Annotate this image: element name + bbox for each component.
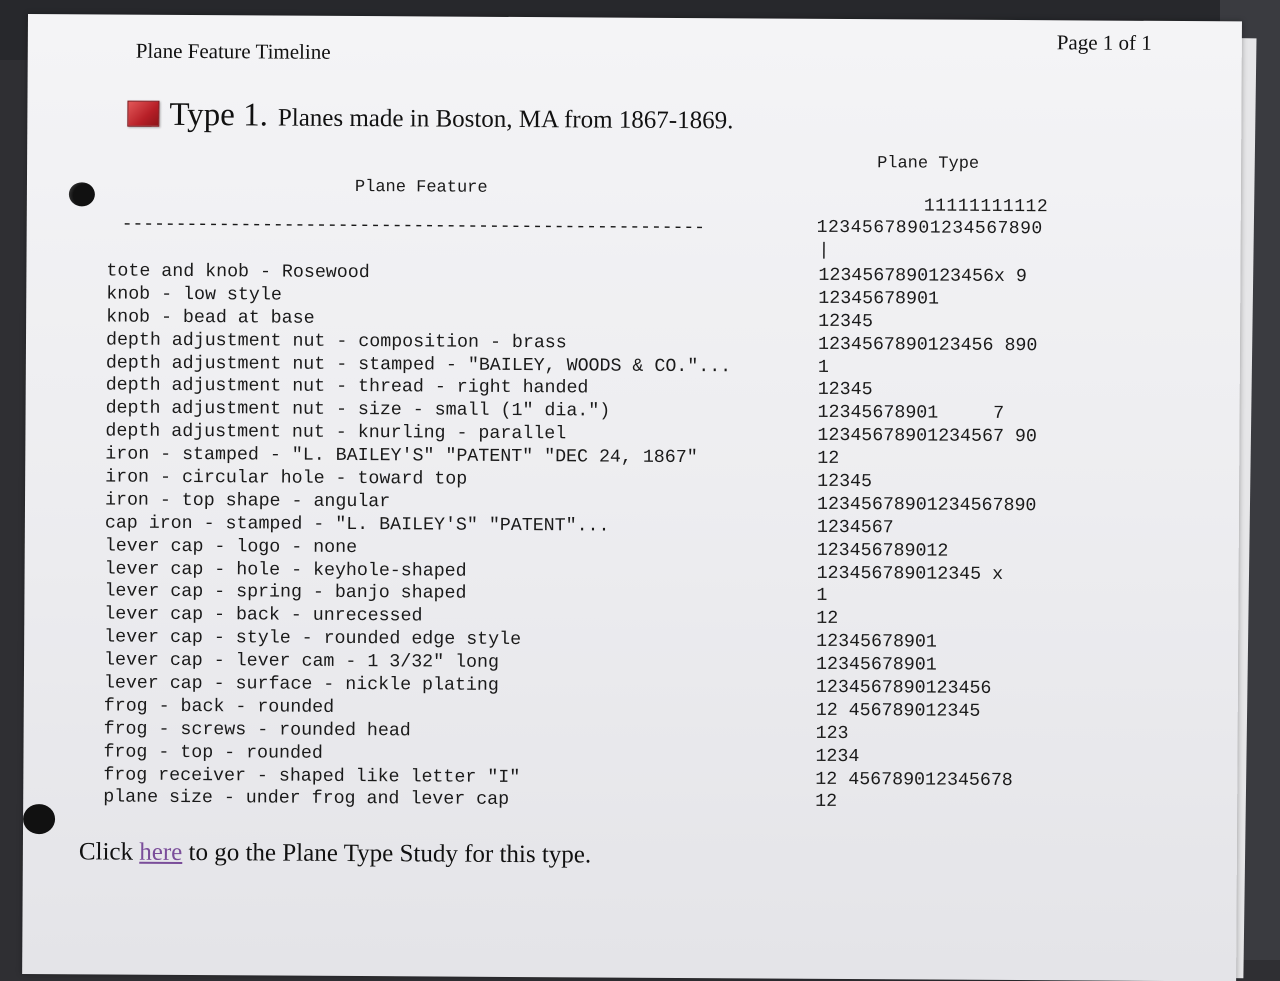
feature-row: lever cap - style - rounded edge style bbox=[104, 627, 522, 651]
feature-row: lever cap - spring - banjo shaped bbox=[104, 581, 467, 605]
plane-type-header: Plane Type bbox=[877, 154, 980, 174]
punch-hole bbox=[69, 182, 95, 206]
feature-row: iron - top shape - angular bbox=[104, 490, 391, 513]
feature-row: depth adjustment nut - composition - brass bbox=[105, 330, 567, 353]
footer-line bbox=[79, 838, 591, 869]
feature-row: knob - low style bbox=[106, 284, 282, 306]
type-row: 12 bbox=[817, 448, 840, 470]
page-indicator: Page 1 of 1 bbox=[1056, 30, 1152, 55]
feature-row: depth adjustment nut - thread - right handed bbox=[105, 375, 589, 399]
type-label: Type 1. bbox=[169, 96, 269, 134]
feature-row: frog receiver - shaped like letter "I" bbox=[103, 765, 521, 788]
type-row: 1234567 bbox=[816, 517, 894, 539]
type-row: 12 bbox=[816, 609, 839, 630]
type-row: 1234567890123456x 9 bbox=[818, 265, 1027, 288]
type-row: 1 bbox=[817, 357, 829, 378]
type-row: 12345 bbox=[818, 311, 874, 332]
document-title: Plane Feature Timeline bbox=[135, 38, 331, 64]
feature-row: iron - stamped - "L. BAILEY'S" "PATENT" "DEC 24, 1867" bbox=[105, 444, 698, 469]
type-list bbox=[815, 265, 1118, 816]
type-row: 123 bbox=[815, 723, 849, 744]
feature-row: frog - screws - rounded head bbox=[103, 719, 411, 742]
type-row: 12345678901234567890 bbox=[816, 494, 1037, 517]
feature-row: lever cap - back - unrecessed bbox=[104, 604, 423, 627]
feature-row: lever cap - hole - keyhole-shaped bbox=[104, 559, 467, 582]
feature-list bbox=[103, 260, 806, 814]
plane-feature-header: Plane Feature bbox=[354, 178, 488, 198]
type-row: 12345 bbox=[817, 471, 873, 493]
type-row: 12345678901234567 90 bbox=[817, 426, 1037, 448]
feature-row: iron - circular hole - toward top bbox=[105, 467, 468, 490]
feature-row: knob - bead at base bbox=[106, 307, 315, 329]
feature-row: tote and knob - Rosewood bbox=[106, 261, 370, 284]
feature-row: frog - top - rounded bbox=[103, 742, 323, 764]
ruler-tick: | bbox=[818, 240, 830, 261]
type-row: 12 bbox=[815, 792, 838, 813]
type-row: 123456789012345 x bbox=[816, 563, 1004, 585]
punch-hole bbox=[23, 804, 55, 834]
type-description: Planes made in Boston, MA from 1867-1869. bbox=[277, 104, 734, 135]
type-row: 1234567890123456 890 bbox=[817, 334, 1038, 356]
type-row: 1234 bbox=[815, 746, 860, 767]
footer-prefix: Click bbox=[78, 838, 134, 866]
red-square-icon bbox=[127, 101, 159, 127]
separator-line: ------------------------------------------------------ bbox=[121, 214, 706, 239]
feature-row: cap iron - stamped - "L. BAILEY'S" "PATENT"... bbox=[104, 513, 610, 537]
feature-row: plane size - under frog and lever cap bbox=[103, 787, 510, 811]
type-row: 12345678901 7 bbox=[817, 403, 1005, 425]
footer-suffix: to go the Plane Type Study for this type. bbox=[188, 838, 592, 869]
ruler-tens: 11111111112 bbox=[923, 196, 1049, 218]
feature-row: lever cap - surface - nickle plating bbox=[103, 673, 499, 696]
feature-row: depth adjustment nut - stamped - "BAILEY, WOODS & CO."... bbox=[105, 353, 732, 377]
type-row: 1234567890123456 bbox=[815, 677, 992, 699]
type-row: 12345 bbox=[817, 380, 873, 401]
type-row: 12 456789012345678 bbox=[815, 769, 1013, 791]
feature-row: depth adjustment nut - knurling - parallel bbox=[105, 421, 567, 445]
plane-type-study-link[interactable]: here bbox=[139, 838, 183, 866]
type-row: 12345678901 bbox=[816, 632, 937, 653]
type-row: 12345678901 bbox=[818, 288, 940, 310]
type-row: 1 bbox=[816, 586, 828, 607]
type-row: 12 456789012345 bbox=[815, 700, 981, 722]
type-row: 12345678901 bbox=[815, 654, 937, 676]
paper-sheet bbox=[22, 14, 1242, 981]
feature-row: lever cap - logo - none bbox=[104, 536, 358, 558]
feature-row: frog - back - rounded bbox=[103, 696, 335, 718]
feature-row: lever cap - lever cam - 1 3/32" long bbox=[103, 650, 500, 674]
feature-row: depth adjustment nut - size - small (1" dia.") bbox=[105, 398, 611, 422]
type-heading bbox=[127, 97, 733, 138]
type-row: 123456789012 bbox=[816, 540, 949, 562]
ruler-units: 12345678901234567890 bbox=[816, 217, 1043, 240]
